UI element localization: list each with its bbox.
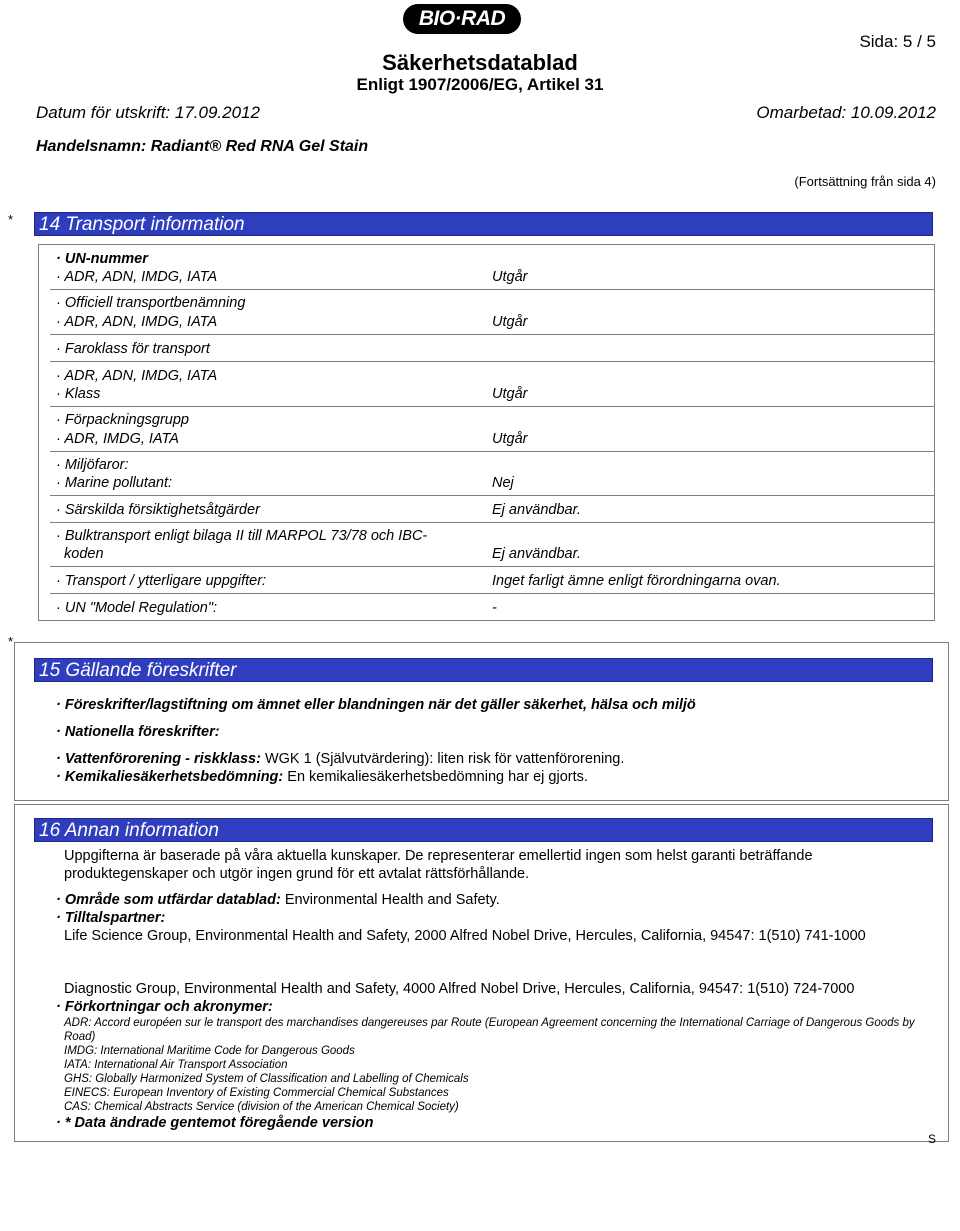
national-regulations-label: · Nationella föreskrifter: [56,724,220,740]
marine-pollutant-value: Nej [492,475,514,491]
bulk-transport-value: Ej användbar. [492,546,581,562]
chemical-safety-assessment [56,768,588,786]
section15-change-marker: * [8,634,14,649]
section14-bottom-border [38,620,934,621]
chem-assessment-value: En kemikaliesäkerhetsbedömning har ej gjorts. [283,769,588,785]
section15-bottom-border [14,800,948,801]
un-number-label: · UN-nummer [56,251,148,267]
section16-left-border [14,804,15,1142]
un-model-regulation-label: · UN "Model Regulation": [56,600,218,616]
section14-right-border [934,244,935,621]
water-hazard-value: WGK 1 (Självutvärdering): liten risk för vattenförorening. [260,751,625,767]
class-label: · Klass [56,386,101,402]
water-hazard-class [56,750,624,768]
divider [50,451,934,452]
transport-additional-value: Inget farligt ämne enligt förordningarna ovan. [492,573,781,589]
section16-title: 16 Annan information [39,820,219,841]
divider [50,406,934,407]
footer-mark: S [927,1132,936,1146]
section14-left-border [38,244,39,621]
revised-date: Omarbetad: 10.09.2012 [756,103,936,122]
page-number: Sida: 5 / 5 [859,32,936,51]
abbreviations-label: · Förkortningar och akronymer: [56,999,273,1015]
class-value: Utgår [492,386,528,402]
continued-note: (Fortsättning från sida 4) [794,174,936,189]
contact-label: · Tilltalspartner: [56,910,166,926]
env-hazards-label: · Miljöfaror: [56,457,129,473]
packing-group-label: · Förpackningsgrupp [56,412,189,428]
section15-top-border [14,642,948,643]
abbr-ghs: GHS: Globally Harmonized System of Classification and Labelling of Chemicals [64,1073,469,1085]
divider [50,522,934,523]
un-number-modes: · ADR, ADN, IMDG, IATA [56,269,218,285]
divider [50,593,934,594]
bulk-transport-label-line1: · Bulktransport enligt bilaga II till MARPOL 73/78 och IBC- [56,528,428,544]
section14-top-border [38,244,934,245]
section14-title: 14 Transport information [39,214,245,235]
issuing-department [56,891,500,909]
chem-assessment-label: · Kemikaliesäkerhetsbedömning: [56,769,284,785]
divider [50,566,934,567]
abbr-einecs: EINECS: European Inventory of Existing Commercial Chemical Substances [64,1087,449,1099]
section16-top-border [14,804,948,805]
marine-pollutant-label: · Marine pollutant: [56,475,173,491]
divider [50,334,934,335]
shipping-name-label: · Officiell transportbenämning [56,295,246,311]
section16-right-border [948,804,949,1142]
un-model-regulation-value: - [492,600,497,616]
bulk-transport-label-line2: koden [64,546,104,562]
section14-header [34,212,933,236]
document-title: Säkerhetsdatablad [382,50,578,75]
bio-rad-logo [403,4,521,34]
hazard-class-modes: · ADR, ADN, IMDG, IATA [56,368,218,384]
section16-bottom-border [14,1141,948,1142]
divider [50,289,934,290]
hazard-class-label: · Faroklass för transport [56,341,210,357]
document-subtitle: Enligt 1907/2006/EG, Artikel 31 [356,75,604,94]
abbr-adr: ADR: Accord européen sur le transport des marchandises dangereuses par Route (European Agreement concerning the International Carriage of Dangerous Goods by Road) [64,1017,915,1043]
water-hazard-label: · Vattenförorening - riskklass: [56,751,261,767]
disclaimer-paragraph: Uppgifterna är baserade på våra aktuella kunskaper. De representerar emellertid ingen som helst garanti beträffande produktegenskaper och utgör ingen grund för ett avtalat rättsförhållande. [64,848,813,882]
un-number-value: Utgår [492,269,528,285]
section16-header [34,818,933,842]
divider [50,495,934,496]
abbr-imdg: IMDG: International Maritime Code for Dangerous Goods [64,1045,355,1057]
section15-header [34,658,933,682]
precautions-value: Ej användbar. [492,502,581,518]
shipping-name-value: Utgår [492,314,528,330]
contact-diagnostic: Diagnostic Group, Environmental Health and Safety, 4000 Alfred Nobel Drive, Hercules, California, 94547: 1(510) 724-7000 [64,981,855,997]
abbr-cas: CAS: Chemical Abstracts Service (division of the American Chemical Society) [64,1101,459,1113]
divider [50,361,934,362]
trade-name: Handelsnamn: Radiant® Red RNA Gel Stain [36,138,369,155]
section15-right-border [948,642,949,801]
section15-title: 15 Gällande föreskrifter [39,660,237,681]
shipping-name-modes: · ADR, ADN, IMDG, IATA [56,314,218,330]
transport-additional-label: · Transport / ytterligare uppgifter: [56,573,267,589]
issuer-value: Environmental Health and Safety. [280,892,500,908]
packing-group-modes: · ADR, IMDG, IATA [56,431,179,447]
issuer-label: · Område som utfärdar datablad: [56,892,281,908]
abbr-iata: IATA: International Air Transport Association [64,1059,288,1071]
packing-group-value: Utgår [492,431,528,447]
section15-left-border [14,642,15,801]
regulations-line: · Föreskrifter/lagstiftning om ämnet eller blandningen när det gäller säkerhet, hälsa och miljö [56,697,696,713]
contact-life-science: Life Science Group, Environmental Health and Safety, 2000 Alfred Nobel Drive, Hercules, California, 94547: 1(510) 741-1000 [64,928,866,944]
section14-change-marker: * [8,212,14,227]
changed-data-note: · * Data ändrade gentemot föregående version [56,1115,374,1131]
print-date: Datum för utskrift: 17.09.2012 [36,103,260,122]
logo-text: BIO·RAD [418,7,506,30]
precautions-label: · Särskilda försiktighetsåtgärder [56,502,260,518]
